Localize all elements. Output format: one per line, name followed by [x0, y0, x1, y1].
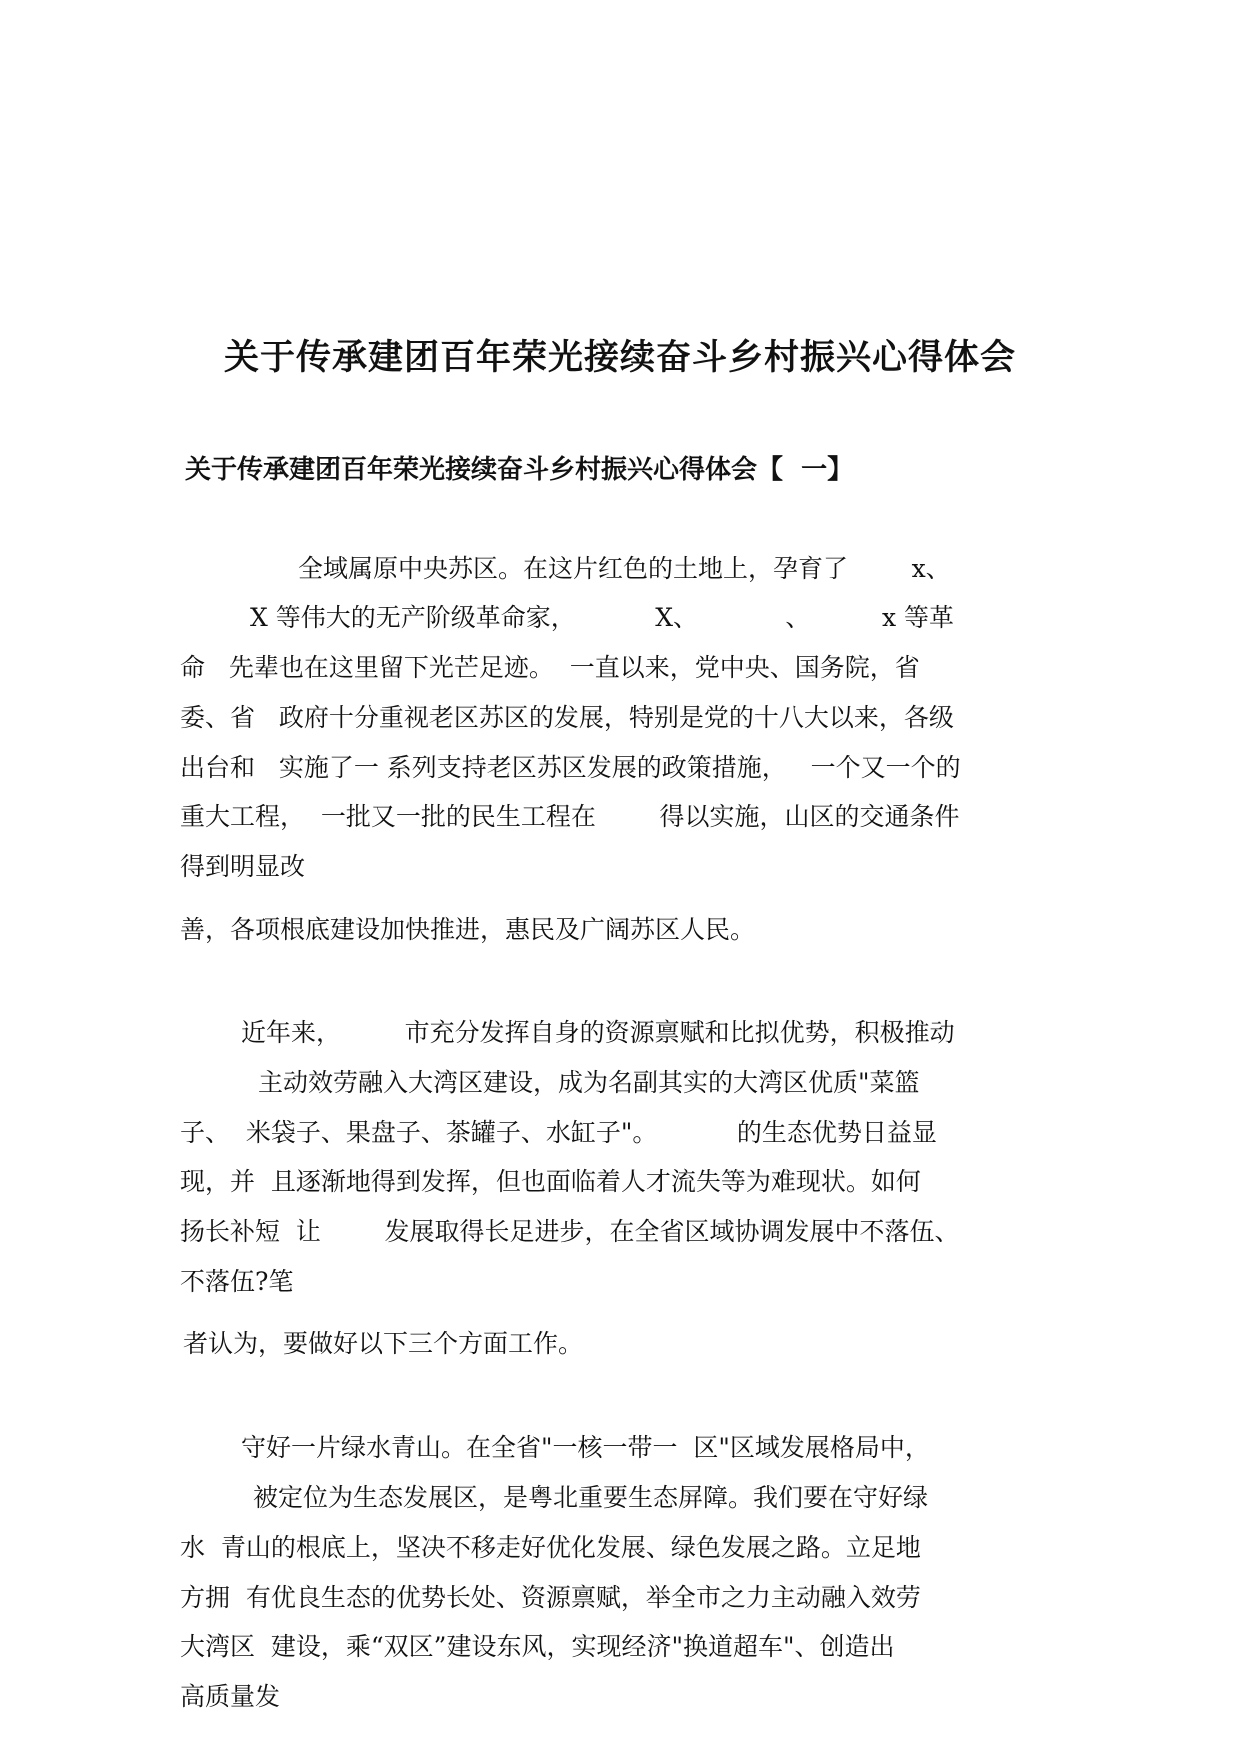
paragraph-line: 重大工程， 一批又一批的民生工程在 得以实施，山区的交通条件 [180, 802, 960, 831]
paragraph-line: 被定位为生态发展区，是粤北重要生态屏障。我们要在守好绿 [253, 1483, 929, 1512]
paragraph-line: 方拥 有优良生态的优势长处、资源禀赋，举全市之力主动融入效劳 [180, 1583, 921, 1612]
section-heading: 关于传承建团百年荣光接续奋斗乡村振兴心得体会【 一】 [185, 455, 854, 485]
paragraph-line: 大湾区 建设，乘“双区”建设东风，实现经济"换道超车"、创造出 [180, 1632, 895, 1661]
paragraph-line: 全域属原中央苏区。在这片红色的土地上，孕育了 x、 [298, 554, 951, 583]
paragraph-line: 命 先辈也在这里留下光芒足迹。 一直以来，党中央、国务院，省 [180, 653, 920, 682]
paragraph-continuation: 者认为，要做好以下三个方面工作。 [183, 1329, 584, 1358]
paragraph-line: 委、省 政府十分重视老区苏区的发展，特别是党的十八大以来，各级 [180, 703, 954, 732]
paragraph-line: 扬长补短 让 发展取得长足进步，在全省区域协调发展中不落伍、 [180, 1217, 960, 1246]
paragraph-line: 近年来， 市充分发挥自身的资源禀赋和比拟优势，积极推动 [241, 1018, 955, 1047]
paragraph-continuation: 善，各项根底建设加快推进，惠民及广阔苏区人民。 [180, 915, 756, 944]
paragraph-line: 不落伍?笔 [180, 1267, 294, 1296]
paragraph-line: 现，并 且逐渐地得到发挥，但也面临着人才流失等为难现状。如何 [180, 1167, 921, 1196]
paragraph-line: X 等伟大的无产阶级革命家， X、 、 x 等革 [250, 603, 954, 632]
document-title: 关于传承建团百年荣光接续奋斗乡村振兴心得体会 [223, 337, 1016, 378]
paragraph-line: 守好一片绿水青山。在全省"一核一带一 区"区域发展格局中， [241, 1433, 930, 1462]
paragraph-line: 高质量发 [180, 1682, 281, 1711]
paragraph-line: 得到明显改 [180, 852, 306, 881]
paragraph-line: 子、 米袋子、果盘子、茶罐子、水缸子"。 的生态优势日益显 [180, 1118, 937, 1147]
paragraph-line: 主动效劳融入大湾区建设，成为名副其实的大湾区优质"菜篮 [258, 1068, 920, 1097]
paragraph-line: 水 青山的根底上，坚决不移走好优化发展、绿色发展之路。立足地 [180, 1533, 921, 1562]
paragraph-line: 出台和 实施了一 系列支持老区苏区发展的政策措施， 一个又一个的 [180, 753, 961, 782]
